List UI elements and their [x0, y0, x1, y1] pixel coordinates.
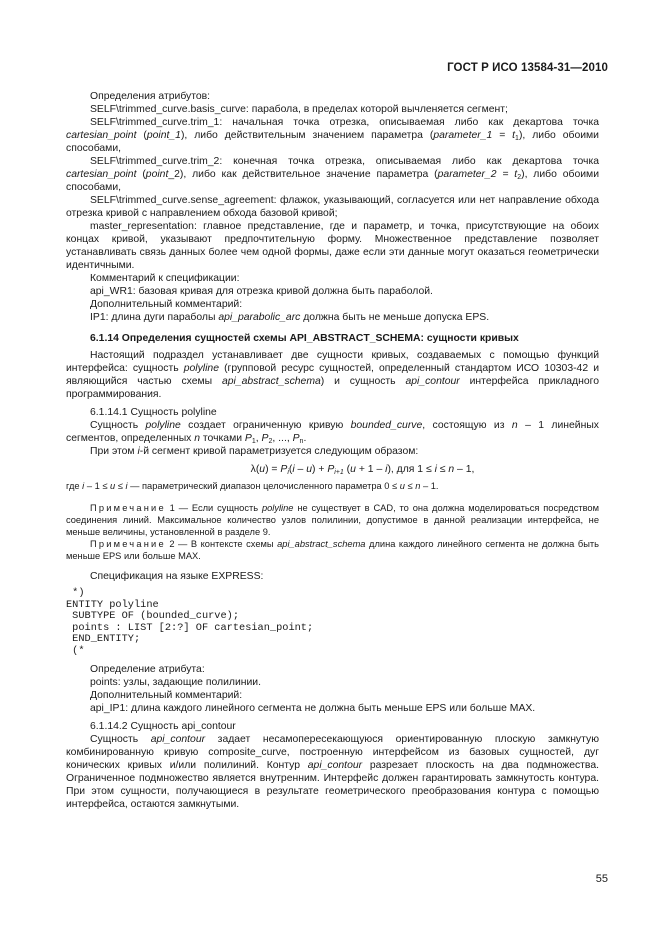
express-code-block: *) ENTITY polyline SUBTYPE OF (bounded_curve); points : LIST [2:?] OF cartesian_point; END_ENTITY; (*	[66, 587, 314, 657]
document-id-header: ГОСТ Р ИСО 13584-31—2010	[447, 62, 608, 74]
additional-comment-label-2: Дополнительный комментарий:	[90, 689, 243, 701]
parameterization-formula: $\lambda(u) = P_i(i - u) + P_{i+1}$ (u + 1 – i), для 1 ≤ i ≤ n – 1,	[250, 464, 475, 476]
spec-comment-label: Комментарий к спецификации:	[90, 273, 240, 284]
express-spec-label: Спецификация на языке EXPRESS:	[90, 571, 264, 582]
note-1: Примечание 1 — Если сущность polyline не существует в CAD, то она должна моделироваться посредством соединения линий. Максимальное количество узлов полилинии, допустимое в данной реализации интерфейса, не меньше величины, установленной в разделе 9.	[66, 503, 599, 537]
attr-trim-2: SELF\trimmed_curve.trim_2: конечная точка отрезка, описываемая либо как декартова точка cartesian_point (point_2), либо как действительное значение параметра (parameter_2 = $t_2$), либо обоими способами,	[66, 156, 599, 193]
rule-ip1: IP1: длина дуги параболы api_parabolic_arc должна быть не меньше допуска EPS.	[90, 312, 490, 323]
page-number: 55	[595, 873, 608, 885]
page-content	[66, 90, 599, 811]
section-intro-paragraph: Настоящий подраздел устанавливает две сущности кривых, создаваемых с помощью функций интерфейса: сущность polyline (групповой ресурс сущностей, определенный стандартом ИСО 10303-42 и являющийся частью схемы api_abstract_schema) и сущность api_contour интерфейса прикладного программирования.	[66, 350, 599, 400]
additional-comment-label: Дополнительный комментарий:	[90, 299, 243, 310]
api-contour-description: Сущность api_contour задает несамопересекающуюся ориентированную плоскую замкнутую комбинированную кривую composite_curve, построенную интерфейсом из базовых сущностей, дуг конических кривых и/или полилиний. Контур api_contour разрезает плоскость на два подмножества. Ограниченное подмножество является внутренним. Интерфейс должен гарантировать замкнутость контура. При этом сущности, получающиеся в результате геометрического преобразования контура с помощью интерфейса, остаются замкнутыми.	[66, 733, 599, 810]
formula-where-clause: где i – 1 ≤ u ≤ i — параметрический диапазон целочисленного параметра 0 ≤ u ≤ n – 1.	[66, 481, 439, 491]
section-heading-6-1-14: 6.1.14 Определения сущностей схемы API_ABSTRACT_SCHEMA: сущности кривых	[90, 333, 519, 344]
rule-wr1: api_WR1: базовая кривая для отрезка кривой должна быть параболой.	[90, 286, 433, 297]
attr-trim-1: SELF\trimmed_curve.trim_1: начальная точка отрезка, описываемая либо как декартова точка cartesian_point (point_1), либо действительным значением параметра (parameter_1 = $t_1$), либо обоими способами,	[66, 117, 599, 154]
attr-points: points: узлы, задающие полилинии.	[90, 676, 261, 688]
attr-master-representation: master_representation: главное представление, где и параметр, и точка, присутствующие на обоих концах кривой, указывают предпочтительную форму. Множественное представление позволяет устанавливать связь данных более чем одной формы, даже если эти данные могут оказаться геометрически идентичными.	[66, 221, 599, 271]
subsection-polyline-title: 6.1.14.1 Сущность polyline	[90, 407, 217, 418]
polyline-description: Сущность polyline создает ограниченную кривую bounded_curve, состоящую из n – 1 линейных сегментов, определенных n точками $P_1$, $P_2$, ..., $P_n$.	[66, 420, 599, 445]
attr-definitions-label: Определения атрибутов:	[90, 91, 211, 102]
attr-definition-label: Определение атрибута:	[90, 663, 205, 675]
note-2: Примечание 2 — В контексте схемы api_abstract_schema длина каждого линейного сегмента не должна быть меньше EPS или больше MAX.	[66, 539, 599, 561]
attr-sense-agreement: SELF\trimmed_curve.sense_agreement: флажок, указывающий, согласуется или нет направление обхода отрезка кривой с направлением обхода базовой кривой;	[66, 195, 599, 219]
attr-basis-curve: SELF\trimmed_curve.basis_curve: парабола, в пределах которой вычленяется сегмент;	[90, 104, 508, 115]
segment-parameterization-text: При этом i-й сегмент кривой параметризуется следующим образом:	[90, 446, 419, 457]
subsection-api-contour-title: 6.1.14.2 Сущность api_contour	[90, 720, 236, 732]
rule-api-ip1: api_IP1: длина каждого линейного сегмента не должна быть меньше EPS или больше MAX.	[90, 702, 536, 714]
